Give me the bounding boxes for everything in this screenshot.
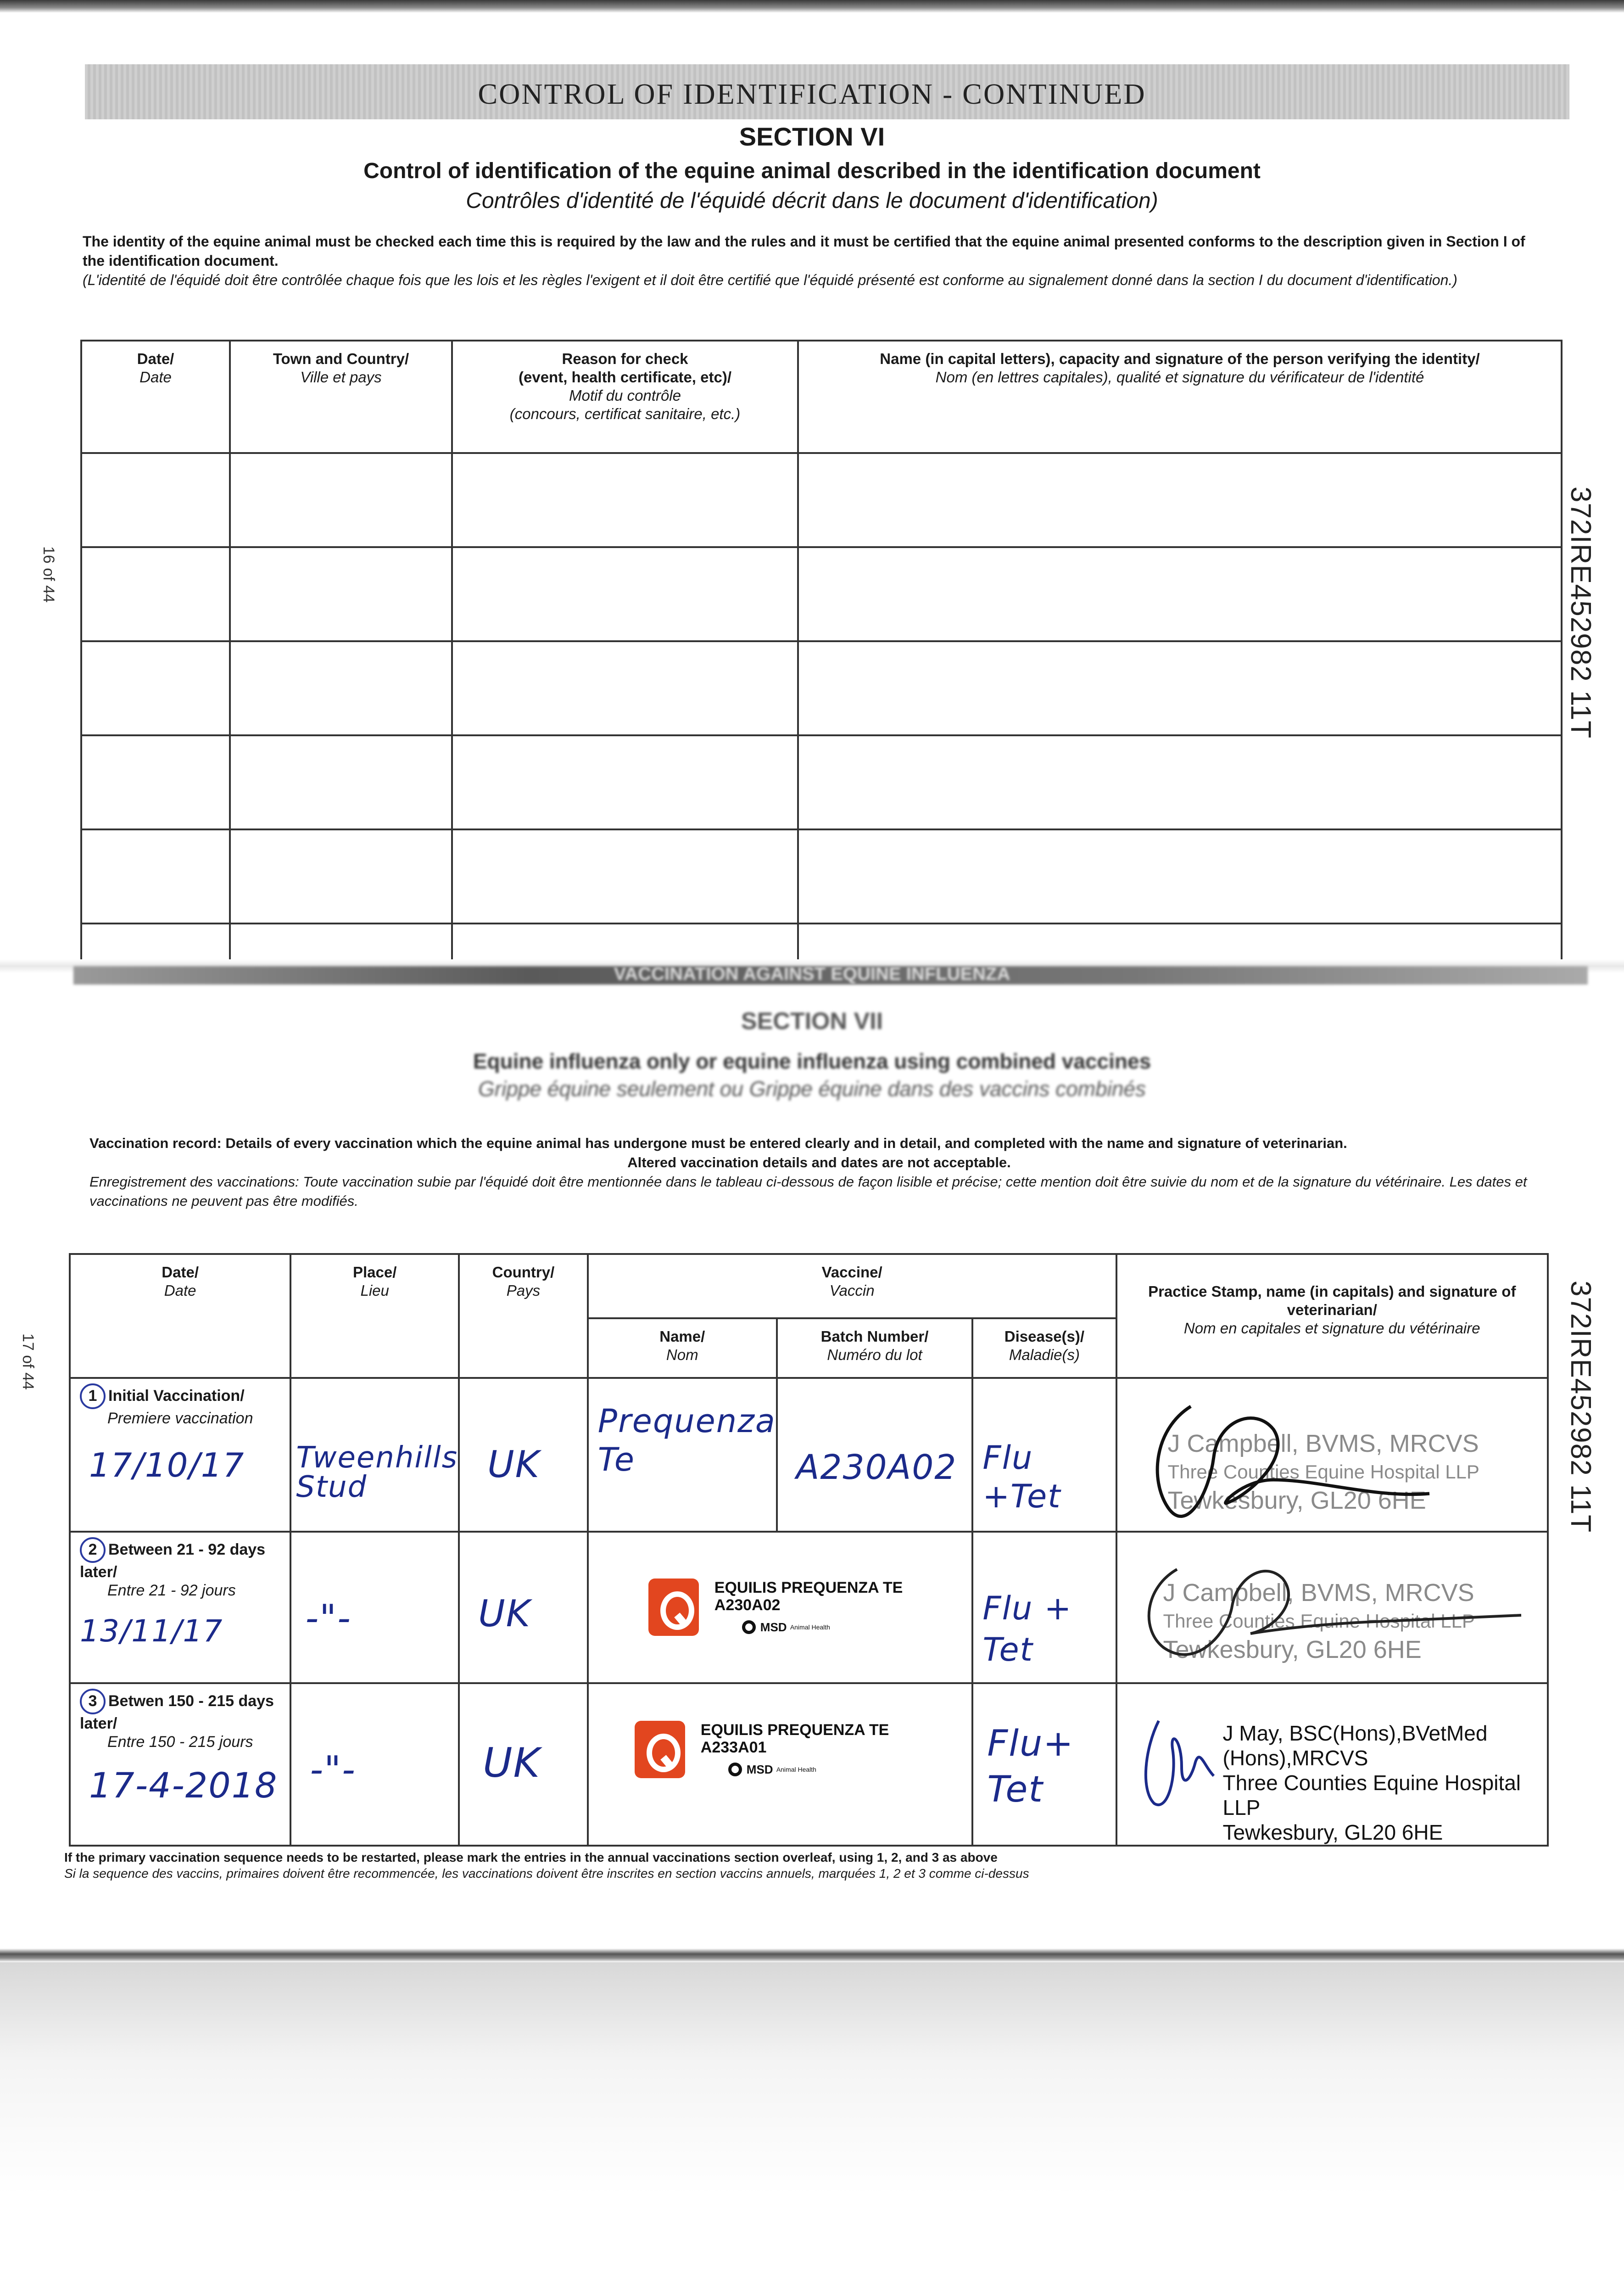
row2-sticker-product: EQUILIS PREQUENZA TE: [714, 1579, 903, 1596]
table-row: [81, 453, 1562, 547]
row1-batch-handwritten: A230A02: [796, 1448, 957, 1487]
row3-country-handwritten: UK: [483, 1739, 541, 1786]
row2-vet-stamp: J Campbell, BVMS, MRCVS Three Counties Equine Hospital LLP Tewkesbury, GL20 6HE: [1163, 1579, 1475, 1663]
page-bottom-edge: [0, 1948, 1624, 1962]
row1-disease-handwritten: Flu +Tet: [982, 1439, 1061, 1515]
equilis-q-logo-icon: [648, 1579, 699, 1636]
footnote-en: If the primary vaccination sequence needs to be restarted, please mark the entries in the annual vaccinations section overleaf, using 1, 2, and 3 as above: [64, 1850, 998, 1864]
col-header-reason: Reason for check (event, health certificate, etc)/ Motif du contrôle (concours, certificat sanitaire, etc.): [452, 341, 798, 453]
table-row: [70, 1378, 1548, 1532]
row3-sticker-batch: A233A01: [700, 1738, 767, 1756]
row2-sticker-batch: A230A02: [714, 1596, 781, 1614]
row1-vaccine-name-handwritten: Prequenza Te: [597, 1402, 776, 1478]
section7-title-en: Equine influenza only or equine influenza using combined vaccines: [473, 1049, 1151, 1073]
col-header-date: Date/ Date: [70, 1254, 290, 1378]
identification-check-table: [80, 340, 1563, 968]
scan-background: [0, 1962, 1624, 2295]
col-header-vaccine: Vaccine/ Vaccin: [588, 1254, 1116, 1318]
page-number-upper: 16 of 44: [40, 546, 57, 603]
row2-vaccine-sticker: [648, 1579, 903, 1636]
vaccination-record-fr: Enregistrement des vaccinations: Toute vaccination subie par l'équidé doit être mentionnée dans le tableau ci-dessous de façon lisible et précise; cette mention doit être suivie du nom et de la signature du vétérinaire. Les dates et vaccinations ne peuvent pas être modifiés.: [89, 1174, 1527, 1209]
msd-logo: MSD Animal Health: [714, 1618, 903, 1636]
row2-disease-cell: [972, 1532, 1116, 1683]
row1-signature-icon: [1136, 1388, 1457, 1530]
col-header-verifier: Name (in capital letters), capacity and signature of the person verifying the identity/ Nom (en lettres capitales), qualité et signature du vérificateur de l'identité: [798, 341, 1562, 453]
msd-logo-icon: [742, 1620, 756, 1634]
row3-date-cell: 3 Betwen 150 - 215 days later/ Entre 150 - 215 jours 17-4-2018: [70, 1683, 290, 1846]
vaccination-record-en2: Altered vaccination details and dates are not acceptable.: [627, 1154, 1011, 1170]
row1-date-cell: 1 Initial Vaccination/ Premiere vaccination 17/10/17: [70, 1378, 290, 1532]
table-row: [81, 547, 1562, 641]
section6-instructions-en: The identity of the equine animal must be checked each time this is required by the law and the rules and it must be certified that the equine animal presented conforms to the description given in Section I of the identification document.: [83, 233, 1525, 269]
row1-place-handwritten: Tweenhills Stud: [296, 1441, 458, 1504]
row2-place-cell: [290, 1532, 459, 1683]
vaccination-table: [69, 1253, 1549, 1847]
row2-country-cell: [459, 1532, 588, 1683]
row1-country-cell: [459, 1378, 588, 1532]
row1-disease-cell: [972, 1378, 1116, 1532]
page-top-edge: [0, 0, 1624, 13]
table-row: [81, 829, 1562, 924]
col-header-disease: Disease(s)/ Maladie(s): [972, 1318, 1116, 1378]
section7-label: SECTION VII: [741, 1008, 883, 1035]
row3-vet-stamp: J May, BSC(Hons),BVetMed (Hons),MRCVS Three Counties Equine Hospital LLP Tewkesbury, GL20 6HE: [1222, 1721, 1521, 1844]
section7-title-fr: Grippe équine seulement ou Grippe équine dans des vaccins combinés: [478, 1077, 1146, 1101]
row1-vaccine-name-cell: [588, 1378, 777, 1532]
row2-date-cell: 2 Between 21 - 92 days later/ Entre 21 - 92 jours 13/11/17: [70, 1532, 290, 1683]
row3-date-handwritten: 17-4-2018: [89, 1765, 278, 1806]
col-header-batch: Batch Number/ Numéro du lot: [777, 1318, 973, 1378]
msd-logo: MSD Animal Health: [701, 1761, 889, 1778]
row3-country-cell: [459, 1683, 588, 1846]
vaccination-record-en: Vaccination record: Details of every vaccination which the equine animal has undergone must be entered clearly and in detail, and completed with the name and signature of veterinarian.: [89, 1135, 1347, 1151]
footnote-fr: Si la sequence des vaccins, primaires doivent être recommencée, les vaccinations doivent être inscrites en section vaccins annuels, marquées 1, 2 et 3 comme ci-dessus: [64, 1866, 1029, 1881]
page-number-lower: 17 of 44: [19, 1333, 37, 1390]
row2-stamp-cell: [1116, 1532, 1548, 1683]
col-header-vaccine-name: Name/ Nom: [588, 1318, 777, 1378]
row3-disease-cell: [972, 1683, 1116, 1846]
section6-label: SECTION VI: [739, 122, 885, 151]
row2-disease-handwritten: Flu + Tet: [982, 1590, 1072, 1668]
section6-instructions: [83, 232, 1551, 290]
section7-header-title: VACCINATION AGAINST EQUINE INFLUENZA: [614, 964, 1010, 984]
row2-signature-icon: [1127, 1542, 1540, 1679]
equilis-q-logo-icon: [635, 1721, 685, 1778]
section6-instructions-fr: (L'identité de l'équidé doit être contrôlée chaque fois que les lois et les règles l'exigent et il doit être certifié que l'équidé présenté est conforme au signalement donné dans la section I du document d'identification.): [83, 272, 1457, 288]
row1-stamp-cell: [1116, 1378, 1548, 1532]
vaccination-record-intro: [89, 1134, 1549, 1211]
col-header-place: Place/ Lieu: [290, 1254, 459, 1378]
passport-code-upper: 372IRE452982 11T: [1565, 487, 1596, 739]
row1-date-handwritten: 17/10/17: [89, 1446, 245, 1484]
table-row: [70, 1683, 1548, 1846]
table-row: [70, 1532, 1548, 1683]
section6-title-en: Control of identification of the equine animal described in the identification document: [363, 159, 1261, 183]
row2-date-handwritten: 13/11/17: [80, 1613, 223, 1649]
row1-vet-stamp: J Campbell, BVMS, MRCVS Three Counties Equine Hospital LLP Tewkesbury, GL20 6HE: [1167, 1430, 1479, 1514]
row1-place-cell: [290, 1378, 459, 1532]
section6-header-title: CONTROL OF IDENTIFICATION - CONTINUED: [478, 78, 1146, 110]
row3-disease-handwritten: Flu+ Tet: [987, 1723, 1074, 1810]
row3-vaccine-sticker: [635, 1721, 889, 1778]
row1-country-handwritten: UK: [487, 1443, 541, 1486]
col-header-stamp: Practice Stamp, name (in capitals) and signature of veterinarian/ Nom en capitales et signature du vétérinaire: [1116, 1254, 1548, 1378]
row3-stamp-cell: [1116, 1683, 1548, 1846]
row3-sticker-product: EQUILIS PREQUENZA TE: [700, 1721, 889, 1739]
msd-logo-icon: [728, 1763, 742, 1776]
row3-place-cell: [290, 1683, 459, 1846]
col-header-date: Date/ Date: [81, 341, 230, 453]
col-header-town-country: Town and Country/ Ville et pays: [230, 341, 452, 453]
row3-signature-icon: [1127, 1712, 1228, 1813]
section6-title-fr: Contrôles d'identité de l'équidé décrit dans le document d'identification): [466, 189, 1158, 213]
row2-country-handwritten: UK: [478, 1592, 531, 1635]
row2-vaccine-sticker-cell: [588, 1532, 973, 1683]
row3-place-handwritten: -"-: [310, 1748, 356, 1791]
col-header-country: Country/ Pays: [459, 1254, 588, 1378]
table-row: [81, 735, 1562, 829]
row2-place-handwritten: -"-: [305, 1597, 352, 1640]
table-row: [81, 641, 1562, 735]
passport-code-lower: 372IRE452982 11T: [1565, 1281, 1596, 1533]
row3-vaccine-sticker-cell: [588, 1683, 973, 1846]
row1-batch-cell: [777, 1378, 973, 1532]
